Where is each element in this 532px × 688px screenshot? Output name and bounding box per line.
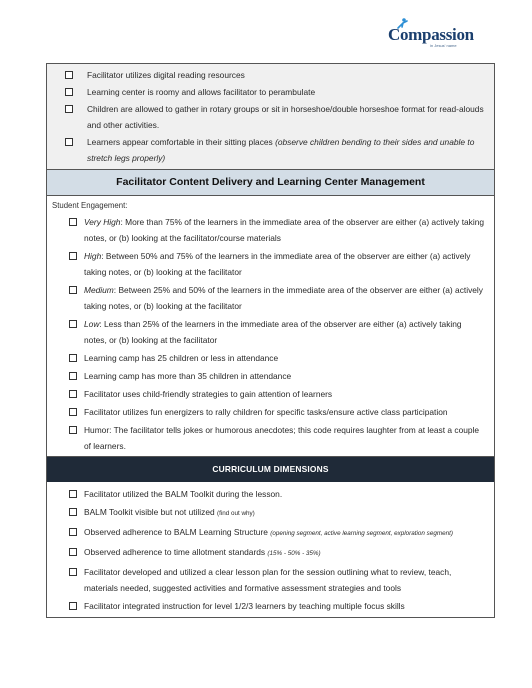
checkbox[interactable]	[69, 390, 77, 398]
checkbox[interactable]	[69, 426, 77, 434]
item-text: BALM Toolkit visible but not utilized	[84, 507, 217, 517]
checkbox[interactable]	[69, 490, 77, 498]
item-text: : Less than 25% of the learners in the immediate area of the observer are either (a) actively taking notes, or (b) looking at the facilitator	[84, 319, 462, 345]
checkbox[interactable]	[65, 105, 73, 113]
checklist-item	[47, 67, 494, 83]
checkbox[interactable]	[65, 138, 73, 146]
item-text: Observed adherence to BALM Learning Structure	[84, 527, 271, 537]
item-text: Learning camp has more than 35 children in attendance	[84, 371, 292, 381]
checkbox[interactable]	[69, 354, 77, 362]
logo-wordmark: Compassion	[388, 25, 474, 44]
checklist-item	[47, 422, 494, 454]
item-text: Children are allowed to gather in rotary groups or sit in horseshoe/double horseshoe format for read-alouds and other activities.	[87, 104, 484, 130]
section-heading: Facilitator Content Delivery and Learning Center Management	[47, 170, 494, 196]
checklist-item	[47, 404, 494, 420]
item-text: Facilitator utilized the BALM Toolkit during the lesson.	[84, 489, 283, 499]
compassion-logo	[386, 18, 476, 48]
observation-checklist	[46, 63, 495, 618]
checklist-item	[47, 486, 494, 502]
checkbox[interactable]	[69, 508, 77, 516]
item-text: Observed adherence to time allotment standards	[84, 547, 268, 557]
checklist-item	[47, 544, 494, 562]
checkbox[interactable]	[69, 252, 77, 260]
checkbox[interactable]	[69, 372, 77, 380]
item-text: Learning center is roomy and allows facilitator to perambulate	[87, 87, 316, 97]
item-text: Facilitator integrated instruction for level 1/2/3 learners by teaching multiple focus skills	[84, 601, 405, 611]
checklist-item	[47, 504, 494, 522]
checkbox[interactable]	[65, 71, 73, 79]
checkbox[interactable]	[69, 528, 77, 536]
environment-section	[47, 64, 494, 170]
section-heading-dark: CURRICULUM DIMENSIONS	[47, 457, 494, 482]
student-engagement-label: Student Engagement:	[52, 201, 128, 210]
checkbox[interactable]	[65, 88, 73, 96]
engagement-level: Low	[84, 319, 100, 329]
item-text: Learners appear comfortable in their sitting places	[87, 137, 276, 147]
item-text: : Between 50% and 75% of the learners in the immediate area of the observer are either (a) actively taking notes, or (b) looking at the facilitator	[84, 251, 471, 277]
checklist-item	[47, 564, 494, 596]
checklist-item	[47, 214, 494, 246]
engagement-level: Medium	[84, 285, 114, 295]
item-text: : Between 25% and 50% of the learners in the immediate area of the observer are either (a) actively taking notes, or (b) looking at the facilitator	[84, 285, 483, 311]
checkbox[interactable]	[69, 408, 77, 416]
engagement-level: High	[84, 251, 102, 261]
engagement-section	[47, 196, 494, 457]
checklist-item	[47, 84, 494, 100]
checkbox[interactable]	[69, 568, 77, 576]
checklist-item	[47, 386, 494, 402]
checklist-item	[47, 524, 494, 542]
item-text: Facilitator utilizes fun energizers to rally children for specific tasks/ensure active class participation	[84, 407, 448, 417]
item-text: Facilitator uses child-friendly strategies to gain attention of learners	[84, 389, 333, 399]
checkbox[interactable]	[69, 218, 77, 226]
item-text: Facilitator utilizes digital reading resources	[87, 70, 245, 80]
checklist-item	[47, 282, 494, 314]
engagement-level: Very High	[84, 217, 121, 227]
item-note: (find out why)	[216, 510, 255, 517]
checkbox[interactable]	[69, 320, 77, 328]
checklist-item	[47, 101, 494, 133]
item-note: (observe children bending to their sides and unable to stretch legs properly)	[87, 137, 475, 163]
checklist-item	[47, 134, 494, 166]
item-text: Learning camp has 25 children or less in attendance	[84, 353, 279, 363]
checkbox[interactable]	[69, 602, 77, 610]
checkbox[interactable]	[69, 286, 77, 294]
item-text: Facilitator developed and utilized a clear lesson plan for the session outlining what to review, teach, materials needed, suggested activities and formative assessment strategies and tools	[84, 567, 452, 593]
checkbox[interactable]	[69, 548, 77, 556]
logo-tagline: in Jesus' name	[430, 43, 457, 48]
item-note: (15% - 50% - 35%)	[267, 550, 321, 557]
item-text: Humor: The facilitator tells jokes or humorous anecdotes; this code requires laughter from at least a couple of learners.	[84, 425, 480, 451]
item-note: (opening segment, active learning segment, exploration segment)	[270, 530, 453, 537]
checklist-item	[47, 248, 494, 280]
checklist-item	[47, 350, 494, 366]
checklist-item	[47, 316, 494, 348]
curriculum-section	[47, 482, 494, 617]
checklist-item	[47, 598, 494, 614]
checklist-item	[47, 368, 494, 384]
item-text: : More than 75% of the learners in the immediate area of the observer are either (a) actively taking notes, or (b) looking at the facilitator/course materials	[84, 217, 485, 243]
